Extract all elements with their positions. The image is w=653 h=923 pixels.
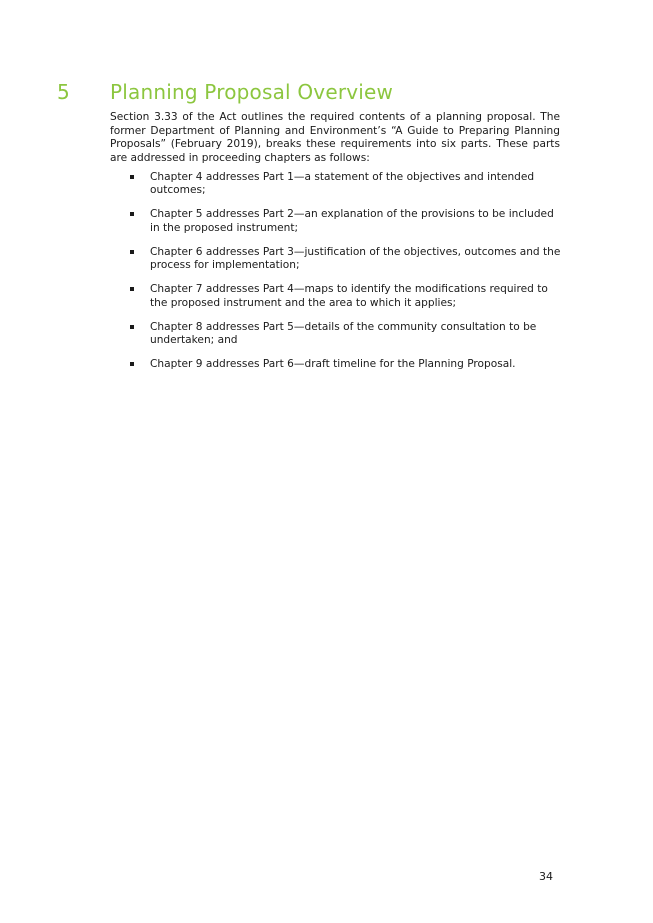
bullet-icon: [130, 212, 134, 216]
bullet-icon: [130, 287, 134, 291]
list-item: [110, 283, 562, 310]
list-item-text: Chapter 7 addresses Part 4—maps to identify the modifications required to the proposed instrument and the area to which it applies;: [150, 283, 548, 309]
section-number: 5: [57, 80, 70, 104]
list-item-text: Chapter 4 addresses Part 1—a statement of the objectives and intended outcomes;: [150, 171, 535, 197]
list-item-text: Chapter 5 addresses Part 2—an explanation of the provisions to be included in the proposed instrument;: [150, 208, 554, 234]
list-item-text: Chapter 9 addresses Part 6—draft timeline for the Planning Proposal.: [150, 358, 516, 371]
page-number: 34: [539, 870, 553, 883]
list-item: [110, 208, 562, 235]
bullet-icon: [130, 175, 134, 179]
list-item-text: Chapter 8 addresses Part 5—details of the community consultation to be undertaken; and: [150, 320, 537, 347]
bullet-icon: [130, 325, 134, 329]
list-item: [110, 358, 562, 371]
section-heading: [57, 80, 597, 106]
bullet-icon: [130, 250, 134, 254]
section-title: Planning Proposal Overview: [110, 80, 394, 104]
list-item: [110, 321, 562, 348]
bullet-icon: [130, 362, 134, 366]
list-item: [110, 246, 562, 273]
intro-paragraph: Section 3.33 of the Act outlines the required contents of a planning proposal. The former Department of Planning and Environment’s “A Guide to Preparing Planning Proposals” (February 2019), breaks these requirements into six parts. These parts are addressed in proceeding chapters as follows:: [110, 111, 560, 164]
list-item: [110, 171, 562, 198]
list-item-text: Chapter 6 addresses Part 3—justification of the objectives, outcomes and the process for implementation;: [150, 245, 561, 272]
chapter-list: [110, 171, 562, 382]
